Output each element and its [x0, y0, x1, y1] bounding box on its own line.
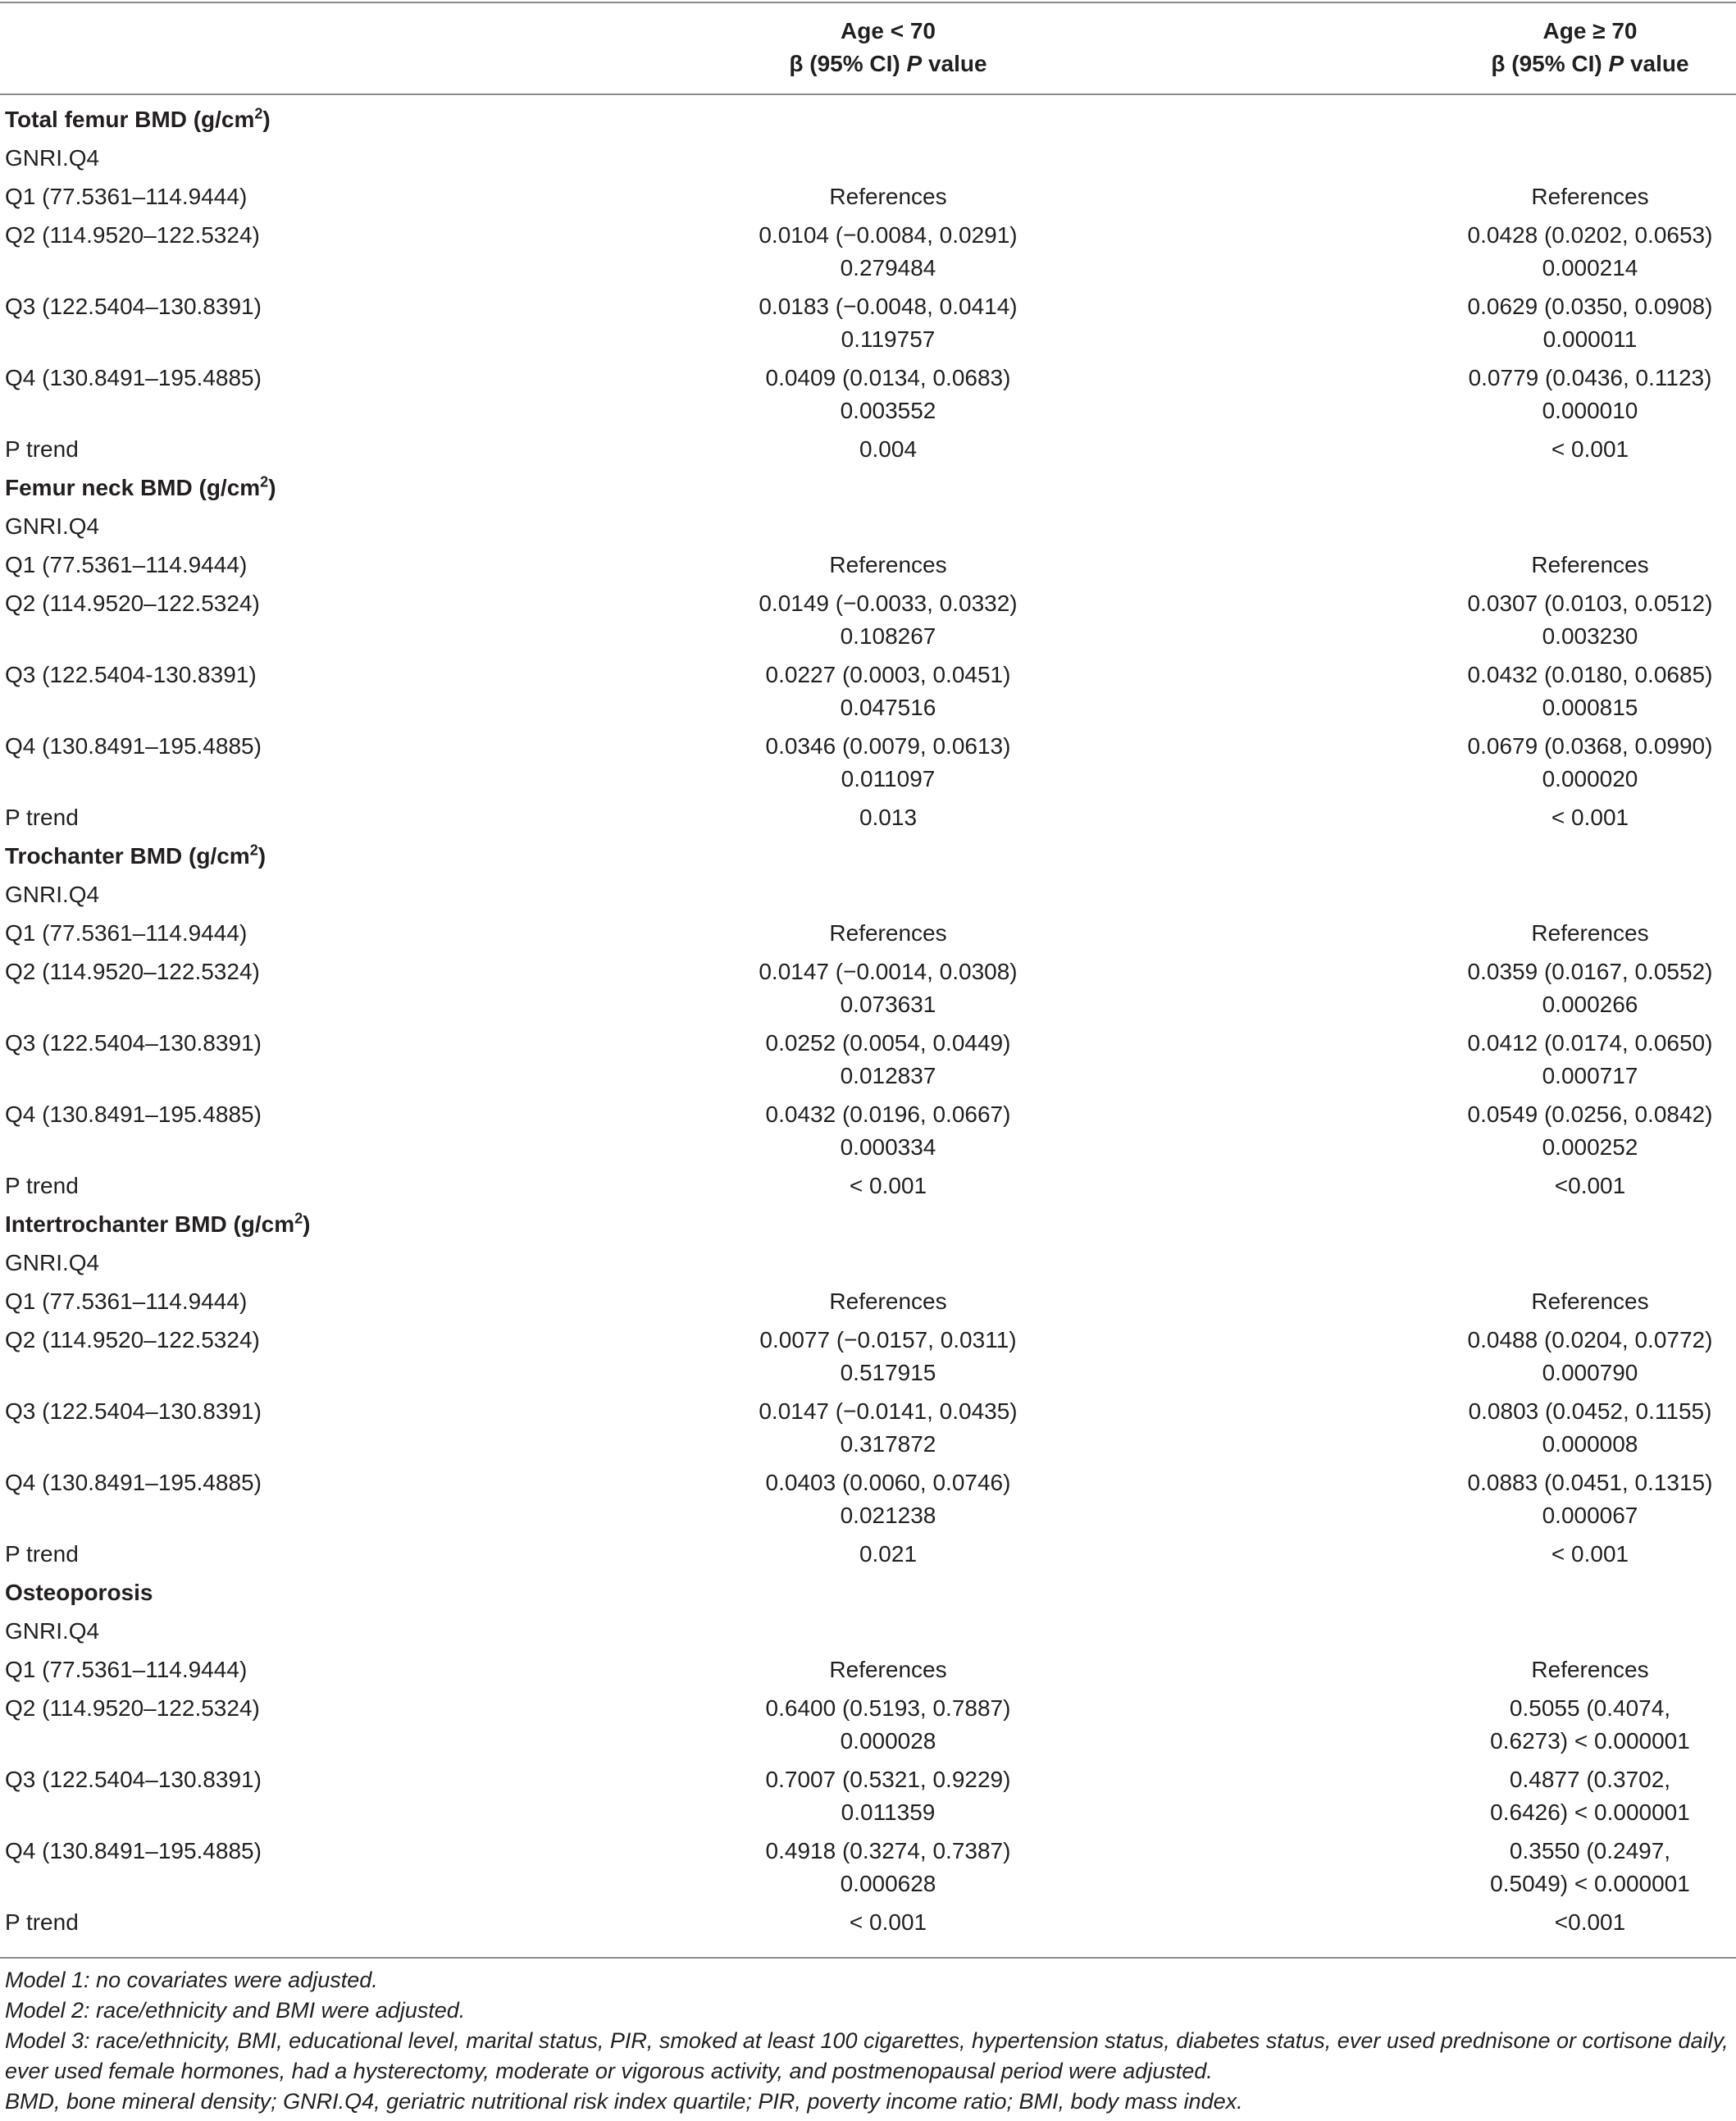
- row-label: P trend: [5, 1173, 79, 1198]
- row-label: Q4 (130.8491–195.4885): [5, 365, 262, 390]
- table-row: [0, 1098, 1736, 1170]
- cell-age-under-70: 0.021: [859, 1541, 918, 1567]
- cell-age-under-70: 0.0227 (0.0003, 0.0451) 0.047516: [765, 662, 1011, 720]
- cell-age-70-plus: References: [1531, 552, 1649, 577]
- cell-age-70-plus: 0.0428 (0.0202, 0.0653) 0.000214: [1467, 222, 1713, 281]
- section-title: Osteoporosis: [5, 1580, 153, 1605]
- cell-age-70-plus: References: [1531, 1657, 1649, 1682]
- table-top-rule: [0, 2, 1736, 3]
- row-label: Q1 (77.5361–114.9444): [5, 920, 248, 946]
- cell-age-70-plus: < 0.001: [1551, 436, 1629, 462]
- cell-age-under-70: 0.0147 (−0.0141, 0.0435) 0.317872: [759, 1398, 1018, 1457]
- cell-age-under-70: 0.0183 (−0.0048, 0.0414) 0.119757: [759, 294, 1018, 352]
- cell-age-70-plus: 0.0779 (0.0436, 0.1123) 0.000010: [1468, 365, 1712, 423]
- cell-age-under-70: 0.0346 (0.0079, 0.0613) 0.011097: [765, 733, 1011, 791]
- cell-age-under-70: 0.0104 (−0.0084, 0.0291) 0.279484: [759, 222, 1018, 281]
- table-row: [0, 878, 1736, 917]
- cell-age-under-70: 0.0252 (0.0054, 0.0449) 0.012837: [765, 1030, 1011, 1088]
- row-label: Q4 (130.8491–195.4885): [5, 1102, 262, 1127]
- row-label: Q1 (77.5361–114.9444): [5, 184, 248, 209]
- table-row: [0, 1395, 1736, 1466]
- cell-age-70-plus: References: [1531, 920, 1649, 946]
- table-footnotes: [5, 1965, 1731, 2117]
- section-title: Femur neck BMD $(g/cm^2)$: [5, 473, 276, 500]
- table-bottom-rule: [0, 1957, 1736, 1959]
- cell-age-70-plus: 0.5055 (0.4074, 0.6273) < 0.000001: [1490, 1695, 1690, 1754]
- table-row: [0, 587, 1736, 659]
- row-label: GNRI.Q4: [5, 882, 100, 907]
- row-label: Q2 (114.9520–122.5324): [5, 959, 260, 984]
- cell-age-70-plus: < 0.001: [1551, 805, 1629, 830]
- row-label: Q1 (77.5361–114.9444): [5, 1289, 248, 1314]
- footnote-abbreviations: BMD, bone mineral density; GNRI.Q4, geriatric nutritional risk index quartile; PIR, poverty income ratio; BMI, body mass index.: [5, 2089, 1243, 2114]
- cell-age-70-plus: < 0.001: [1551, 1541, 1629, 1567]
- row-label: Q3 (122.5404–130.8391): [5, 294, 262, 319]
- footnote-model-2: Model 2: race/ethnicity and BMI were adjusted.: [5, 1998, 466, 2023]
- table-row: [0, 801, 1736, 840]
- table-row: [0, 1538, 1736, 1576]
- row-label: Q2 (114.9520–122.5324): [5, 591, 260, 616]
- section-header-row: [0, 1208, 1736, 1247]
- cell-age-70-plus: 0.0883 (0.0451, 0.1315) 0.000067: [1467, 1470, 1713, 1528]
- row-label: Q2 (114.9520–122.5324): [5, 1695, 260, 1721]
- table-row: [0, 1835, 1736, 1906]
- table-row: [0, 917, 1736, 956]
- row-label: P trend: [5, 436, 79, 462]
- cell-age-70-plus: 0.0412 (0.0174, 0.0650) 0.000717: [1467, 1030, 1713, 1088]
- row-label: Q1 (77.5361–114.9444): [5, 552, 248, 577]
- cell-age-under-70: References: [829, 552, 947, 577]
- cell-age-under-70: 0.0403 (0.0060, 0.0746) 0.021238: [765, 1470, 1011, 1528]
- cell-age-under-70: 0.0432 (0.0196, 0.0667) 0.000334: [765, 1102, 1011, 1160]
- section-title: Trochanter BMD $(g/cm^2)$: [5, 842, 267, 869]
- section-title: Total femur BMD $(g/cm^2)$: [5, 105, 271, 132]
- row-label: Q3 (122.5404–130.8391): [5, 1767, 262, 1792]
- table-row: [0, 659, 1736, 730]
- row-label: GNRI.Q4: [5, 1250, 100, 1275]
- section-header-row: [0, 840, 1736, 878]
- column-header-subtitle: β (95% CI) P value: [1491, 51, 1689, 76]
- row-label: P trend: [5, 1909, 79, 1935]
- cell-age-70-plus: References: [1531, 1289, 1649, 1314]
- row-label: GNRI.Q4: [5, 1618, 100, 1644]
- cell-age-70-plus: 0.0359 (0.0167, 0.0552) 0.000266: [1467, 959, 1713, 1017]
- cell-age-under-70: < 0.001: [849, 1909, 927, 1935]
- row-label: P trend: [5, 805, 79, 830]
- table-row: [0, 1692, 1736, 1763]
- column-header-subtitle: β (95% CI) P value: [789, 51, 987, 76]
- cell-age-70-plus: 0.3550 (0.2497, 0.5049) < 0.000001: [1490, 1838, 1690, 1896]
- column-header-title: Age ≥ 70: [1542, 18, 1638, 43]
- row-label: Q3 (122.5404-130.8391): [5, 662, 257, 687]
- table-row: [0, 219, 1736, 290]
- table-row: [0, 956, 1736, 1027]
- cell-age-under-70: 0.0077 (−0.0157, 0.0311) 0.517915: [759, 1327, 1017, 1385]
- row-label: P trend: [5, 1541, 79, 1567]
- cell-age-70-plus: 0.0629 (0.0350, 0.0908) 0.000011: [1467, 294, 1713, 352]
- table-row: [0, 362, 1736, 433]
- cell-age-70-plus: <0.001: [1554, 1173, 1626, 1198]
- table-row: [0, 549, 1736, 587]
- header-rule: [0, 94, 1736, 95]
- cell-age-under-70: 0.7007 (0.5321, 0.9229) 0.011359: [765, 1767, 1011, 1825]
- row-label: Q4 (130.8491–195.4885): [5, 1838, 262, 1863]
- section-header-row: [0, 472, 1736, 510]
- cell-age-70-plus: 0.4877 (0.3702, 0.6426) < 0.000001: [1490, 1767, 1690, 1825]
- table-row: [0, 730, 1736, 801]
- table-body: [0, 103, 1736, 1945]
- row-label: GNRI.Q4: [5, 145, 100, 171]
- cell-age-under-70: 0.6400 (0.5193, 0.7887) 0.000028: [765, 1695, 1011, 1754]
- footnote-model-3: Model 3: race/ethnicity, BMI, educational level, marital status, PIR, smoked at least 100 cigarettes, hypertension status, diabetes status, ever used prednisone or cortisone daily, ever used female hormones, had a hysterectomy, moderate or vigorous activity, and postmenopausal period were adjusted.: [5, 2028, 1729, 2083]
- cell-age-under-70: 0.4918 (0.3274, 0.7387) 0.000628: [765, 1838, 1011, 1896]
- cell-age-70-plus: 0.0432 (0.0180, 0.0685) 0.000815: [1467, 662, 1713, 720]
- table-row: [0, 1324, 1736, 1395]
- cell-age-under-70: 0.004: [859, 436, 918, 462]
- cell-age-70-plus: References: [1531, 184, 1649, 209]
- row-label: Q4 (130.8491–195.4885): [5, 733, 262, 759]
- table-row: [0, 290, 1736, 362]
- cell-age-under-70: 0.0409 (0.0134, 0.0683) 0.003552: [765, 365, 1011, 423]
- cell-age-70-plus: <0.001: [1554, 1909, 1626, 1935]
- table-row: [0, 1615, 1736, 1653]
- table-row: [0, 433, 1736, 472]
- cell-age-under-70: References: [829, 1289, 947, 1314]
- cell-age-under-70: References: [829, 1657, 947, 1682]
- table-row: [0, 510, 1736, 549]
- table-row: [0, 1466, 1736, 1538]
- table-row: [0, 1247, 1736, 1285]
- table-row: [0, 180, 1736, 219]
- footnote-model-1: Model 1: no covariates were adjusted.: [5, 1968, 378, 1992]
- table-row: [0, 1906, 1736, 1945]
- section-title: Intertrochanter BMD $(g/cm^2)$: [5, 1210, 311, 1237]
- row-label: Q3 (122.5404–130.8391): [5, 1398, 262, 1424]
- table-row: [0, 1653, 1736, 1692]
- table-row: [0, 1170, 1736, 1208]
- row-label: Q2 (114.9520–122.5324): [5, 222, 260, 248]
- cell-age-70-plus: 0.0488 (0.0204, 0.0772) 0.000790: [1467, 1327, 1713, 1385]
- cell-age-under-70: References: [829, 920, 947, 946]
- cell-age-70-plus: 0.0679 (0.0368, 0.0990) 0.000020: [1467, 733, 1713, 791]
- row-label: Q3 (122.5404–130.8391): [5, 1030, 262, 1056]
- column-header-title: Age < 70: [841, 18, 936, 43]
- table-row: [0, 1285, 1736, 1324]
- table-row: [0, 1763, 1736, 1835]
- column-header-age-70-plus: [1360, 15, 1736, 80]
- cell-age-under-70: References: [829, 184, 947, 209]
- cell-age-under-70: 0.0149 (−0.0033, 0.0332) 0.108267: [759, 591, 1018, 649]
- cell-age-under-70: 0.0147 (−0.0014, 0.0308) 0.073631: [759, 959, 1018, 1017]
- column-header-age-under-70: [658, 15, 1118, 80]
- row-label: Q2 (114.9520–122.5324): [5, 1327, 260, 1352]
- row-label: Q4 (130.8491–195.4885): [5, 1470, 262, 1495]
- section-header-row: [0, 103, 1736, 142]
- section-header-row: [0, 1576, 1736, 1615]
- cell-age-70-plus: 0.0803 (0.0452, 0.1155) 0.000008: [1468, 1398, 1712, 1457]
- cell-age-under-70: < 0.001: [849, 1173, 927, 1198]
- cell-age-70-plus: 0.0307 (0.0103, 0.0512) 0.003230: [1467, 591, 1713, 649]
- cell-age-under-70: 0.013: [859, 805, 918, 830]
- row-label: Q1 (77.5361–114.9444): [5, 1657, 248, 1682]
- table-row: [0, 1027, 1736, 1098]
- row-label: GNRI.Q4: [5, 513, 100, 539]
- cell-age-70-plus: 0.0549 (0.0256, 0.0842) 0.000252: [1467, 1102, 1713, 1160]
- table-row: [0, 142, 1736, 180]
